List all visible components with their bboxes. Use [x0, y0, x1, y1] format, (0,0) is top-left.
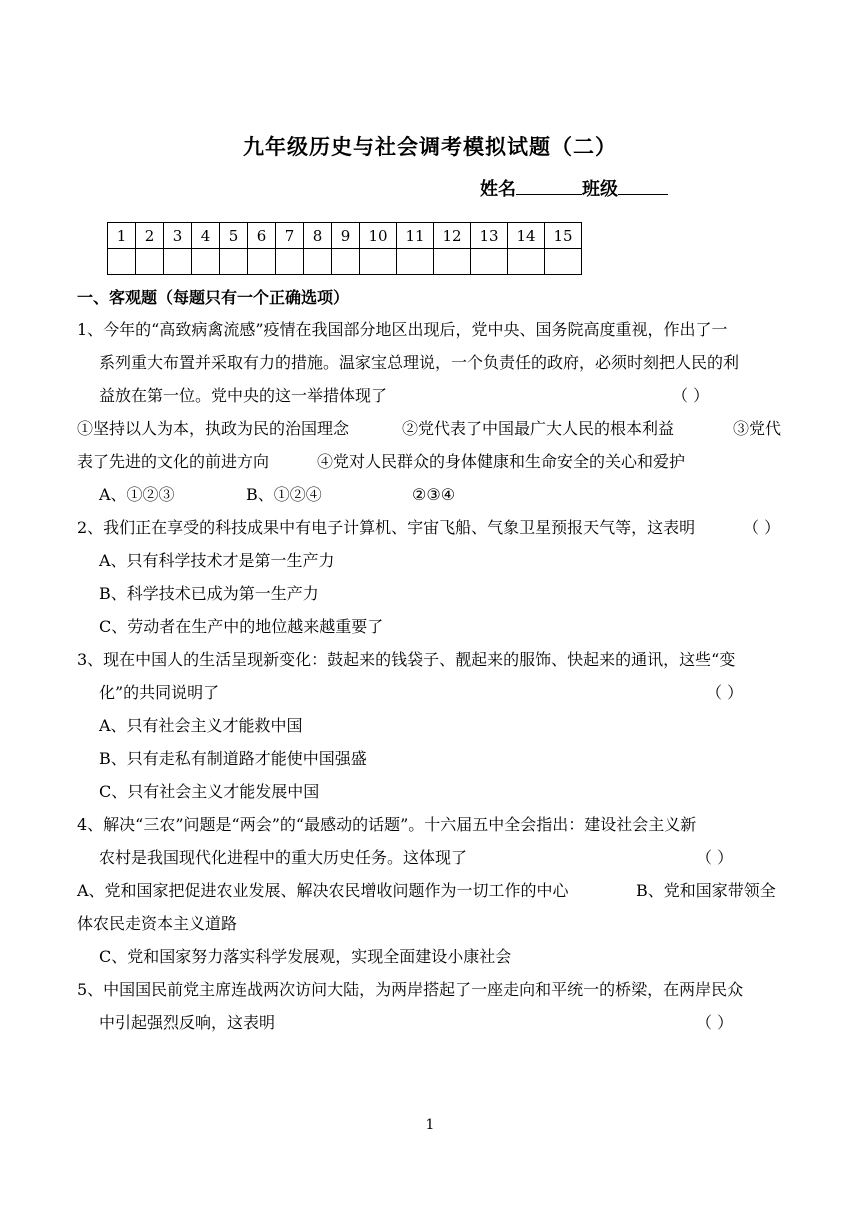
- page-number: 1: [425, 1117, 435, 1133]
- question-5-line-2: 中引起强烈反响，这表明: [99, 1013, 276, 1032]
- answer-number-cell: 1: [108, 223, 136, 249]
- question-4-option-b-end: 体农民走资本主义道路: [77, 914, 238, 933]
- question-1-statement-1: ①坚持以人为本，执政为民的治国理念: [77, 419, 350, 438]
- answer-blank-cell[interactable]: [248, 249, 276, 275]
- question-2-option-c: C、劳动者在生产中的地位越来越重要了: [99, 617, 384, 636]
- answer-blank-cell[interactable]: [434, 249, 471, 275]
- answer-number-cell: 3: [164, 223, 192, 249]
- question-1-option-a: A、①②③: [99, 485, 175, 504]
- question-4-option-c: C、党和国家努力落实科学发展观，实现全面建设小康社会: [99, 947, 512, 966]
- question-1-line-2: 系列重大布置并采取有力的措施。温家宝总理说，一个负责任的政府，必须时刻把人民的利: [99, 353, 740, 372]
- class-blank[interactable]: [618, 176, 668, 195]
- class-label: 班级: [582, 179, 618, 200]
- name-blank[interactable]: [516, 176, 582, 195]
- question-3-option-b: B、只有走私有制道路才能使中国强盛: [99, 749, 367, 768]
- question-2-option-a: A、只有科学技术才是第一生产力: [99, 551, 335, 570]
- question-1-statement-3-end: 表了先进的文化的前进方向: [77, 452, 270, 471]
- question-1-statement-4: ④党对人民群众的身体健康和生命安全的关心和爱护: [317, 452, 686, 471]
- answer-table: [107, 222, 582, 275]
- answer-number-cell: 2: [136, 223, 164, 249]
- question-1-answer-bracket: （ ）: [672, 386, 710, 405]
- question-3-answer-bracket: （ ）: [706, 683, 744, 702]
- question-4-option-b-start: B、党和国家带领全: [636, 881, 776, 900]
- answer-number-cell: 15: [545, 223, 582, 249]
- question-1-statement-2: ②党代表了中国最广大人民的根本利益: [402, 419, 675, 438]
- question-4-answer-bracket: （ ）: [696, 848, 734, 867]
- answer-table-answer-row: [108, 249, 582, 275]
- question-1-option-b: B、①②④: [246, 485, 322, 504]
- answer-blank-cell[interactable]: [332, 249, 360, 275]
- answer-blank-cell[interactable]: [471, 249, 508, 275]
- question-3-option-c: C、只有社会主义才能发展中国: [99, 782, 320, 801]
- answer-blank-cell[interactable]: [276, 249, 304, 275]
- answer-number-cell: 10: [360, 223, 397, 249]
- question-4-option-a: A、党和国家把促进农业发展、解决农民增收问题作为一切工作的中心: [77, 881, 569, 900]
- answer-blank-cell[interactable]: [136, 249, 164, 275]
- question-4-line-2: 农村是我国现代化进程中的重大历史任务。这体现了: [99, 848, 468, 867]
- question-1-option-c: ②③④: [412, 485, 456, 504]
- answer-number-cell: 11: [397, 223, 434, 249]
- answer-number-cell: 14: [508, 223, 545, 249]
- question-1-line-3: 益放在第一位。党中央的这一举措体现了: [99, 386, 388, 405]
- question-5-answer-bracket: （ ）: [696, 1013, 734, 1032]
- answer-blank-cell[interactable]: [360, 249, 397, 275]
- question-3-line-2: 化”的共同说明了: [99, 683, 220, 702]
- question-2-answer-bracket: （ ）: [743, 518, 781, 537]
- answer-blank-cell[interactable]: [397, 249, 434, 275]
- answer-number-cell: 4: [192, 223, 220, 249]
- name-label: 姓名: [480, 179, 516, 200]
- answer-number-cell: 12: [434, 223, 471, 249]
- answer-blank-cell[interactable]: [545, 249, 582, 275]
- answer-table-header-row: [108, 223, 582, 249]
- answer-number-cell: 13: [471, 223, 508, 249]
- question-3-option-a: A、只有社会主义才能救中国: [99, 716, 303, 735]
- answer-number-cell: 8: [304, 223, 332, 249]
- answer-number-cell: 6: [248, 223, 276, 249]
- answer-blank-cell[interactable]: [220, 249, 248, 275]
- question-1-statement-3-start: ③党代: [733, 419, 782, 438]
- answer-blank-cell[interactable]: [164, 249, 192, 275]
- answer-blank-cell[interactable]: [192, 249, 220, 275]
- answer-blank-cell[interactable]: [304, 249, 332, 275]
- name-class-row: [480, 175, 668, 201]
- answer-number-cell: 5: [220, 223, 248, 249]
- page-title: 九年级历史与社会调考模拟试题（二）: [243, 135, 617, 159]
- answer-number-cell: 7: [276, 223, 304, 249]
- question-1-line-1: 1、今年的“高致病禽流感”疫情在我国部分地区出现后，党中央、国务院高度重视，作出了一: [77, 320, 728, 339]
- answer-blank-cell[interactable]: [508, 249, 545, 275]
- section-heading: 一、客观题（每题只有一个正确选项）: [77, 288, 350, 307]
- answer-number-cell: 9: [332, 223, 360, 249]
- question-2-option-b: B、科学技术已成为第一生产力: [99, 584, 319, 603]
- question-4-line-1: 4、解决“三农”问题是“两会”的“最感动的话题”。十六届五中全会指出：建设社会主义新: [77, 815, 697, 834]
- question-2-line-1: 2、我们正在享受的科技成果中有电子计算机、宇宙飞船、气象卫星预报天气等，这表明: [77, 518, 696, 537]
- answer-blank-cell[interactable]: [108, 249, 136, 275]
- question-5-line-1: 5、中国国民前党主席连战两次访问大陆，为两岸搭起了一座走向和平统一的桥梁，在两岸民众: [77, 980, 744, 999]
- question-3-line-1: 3、现在中国人的生活呈现新变化：鼓起来的钱袋子、靓起来的服饰、快起来的通讯，这些“变: [77, 650, 736, 669]
